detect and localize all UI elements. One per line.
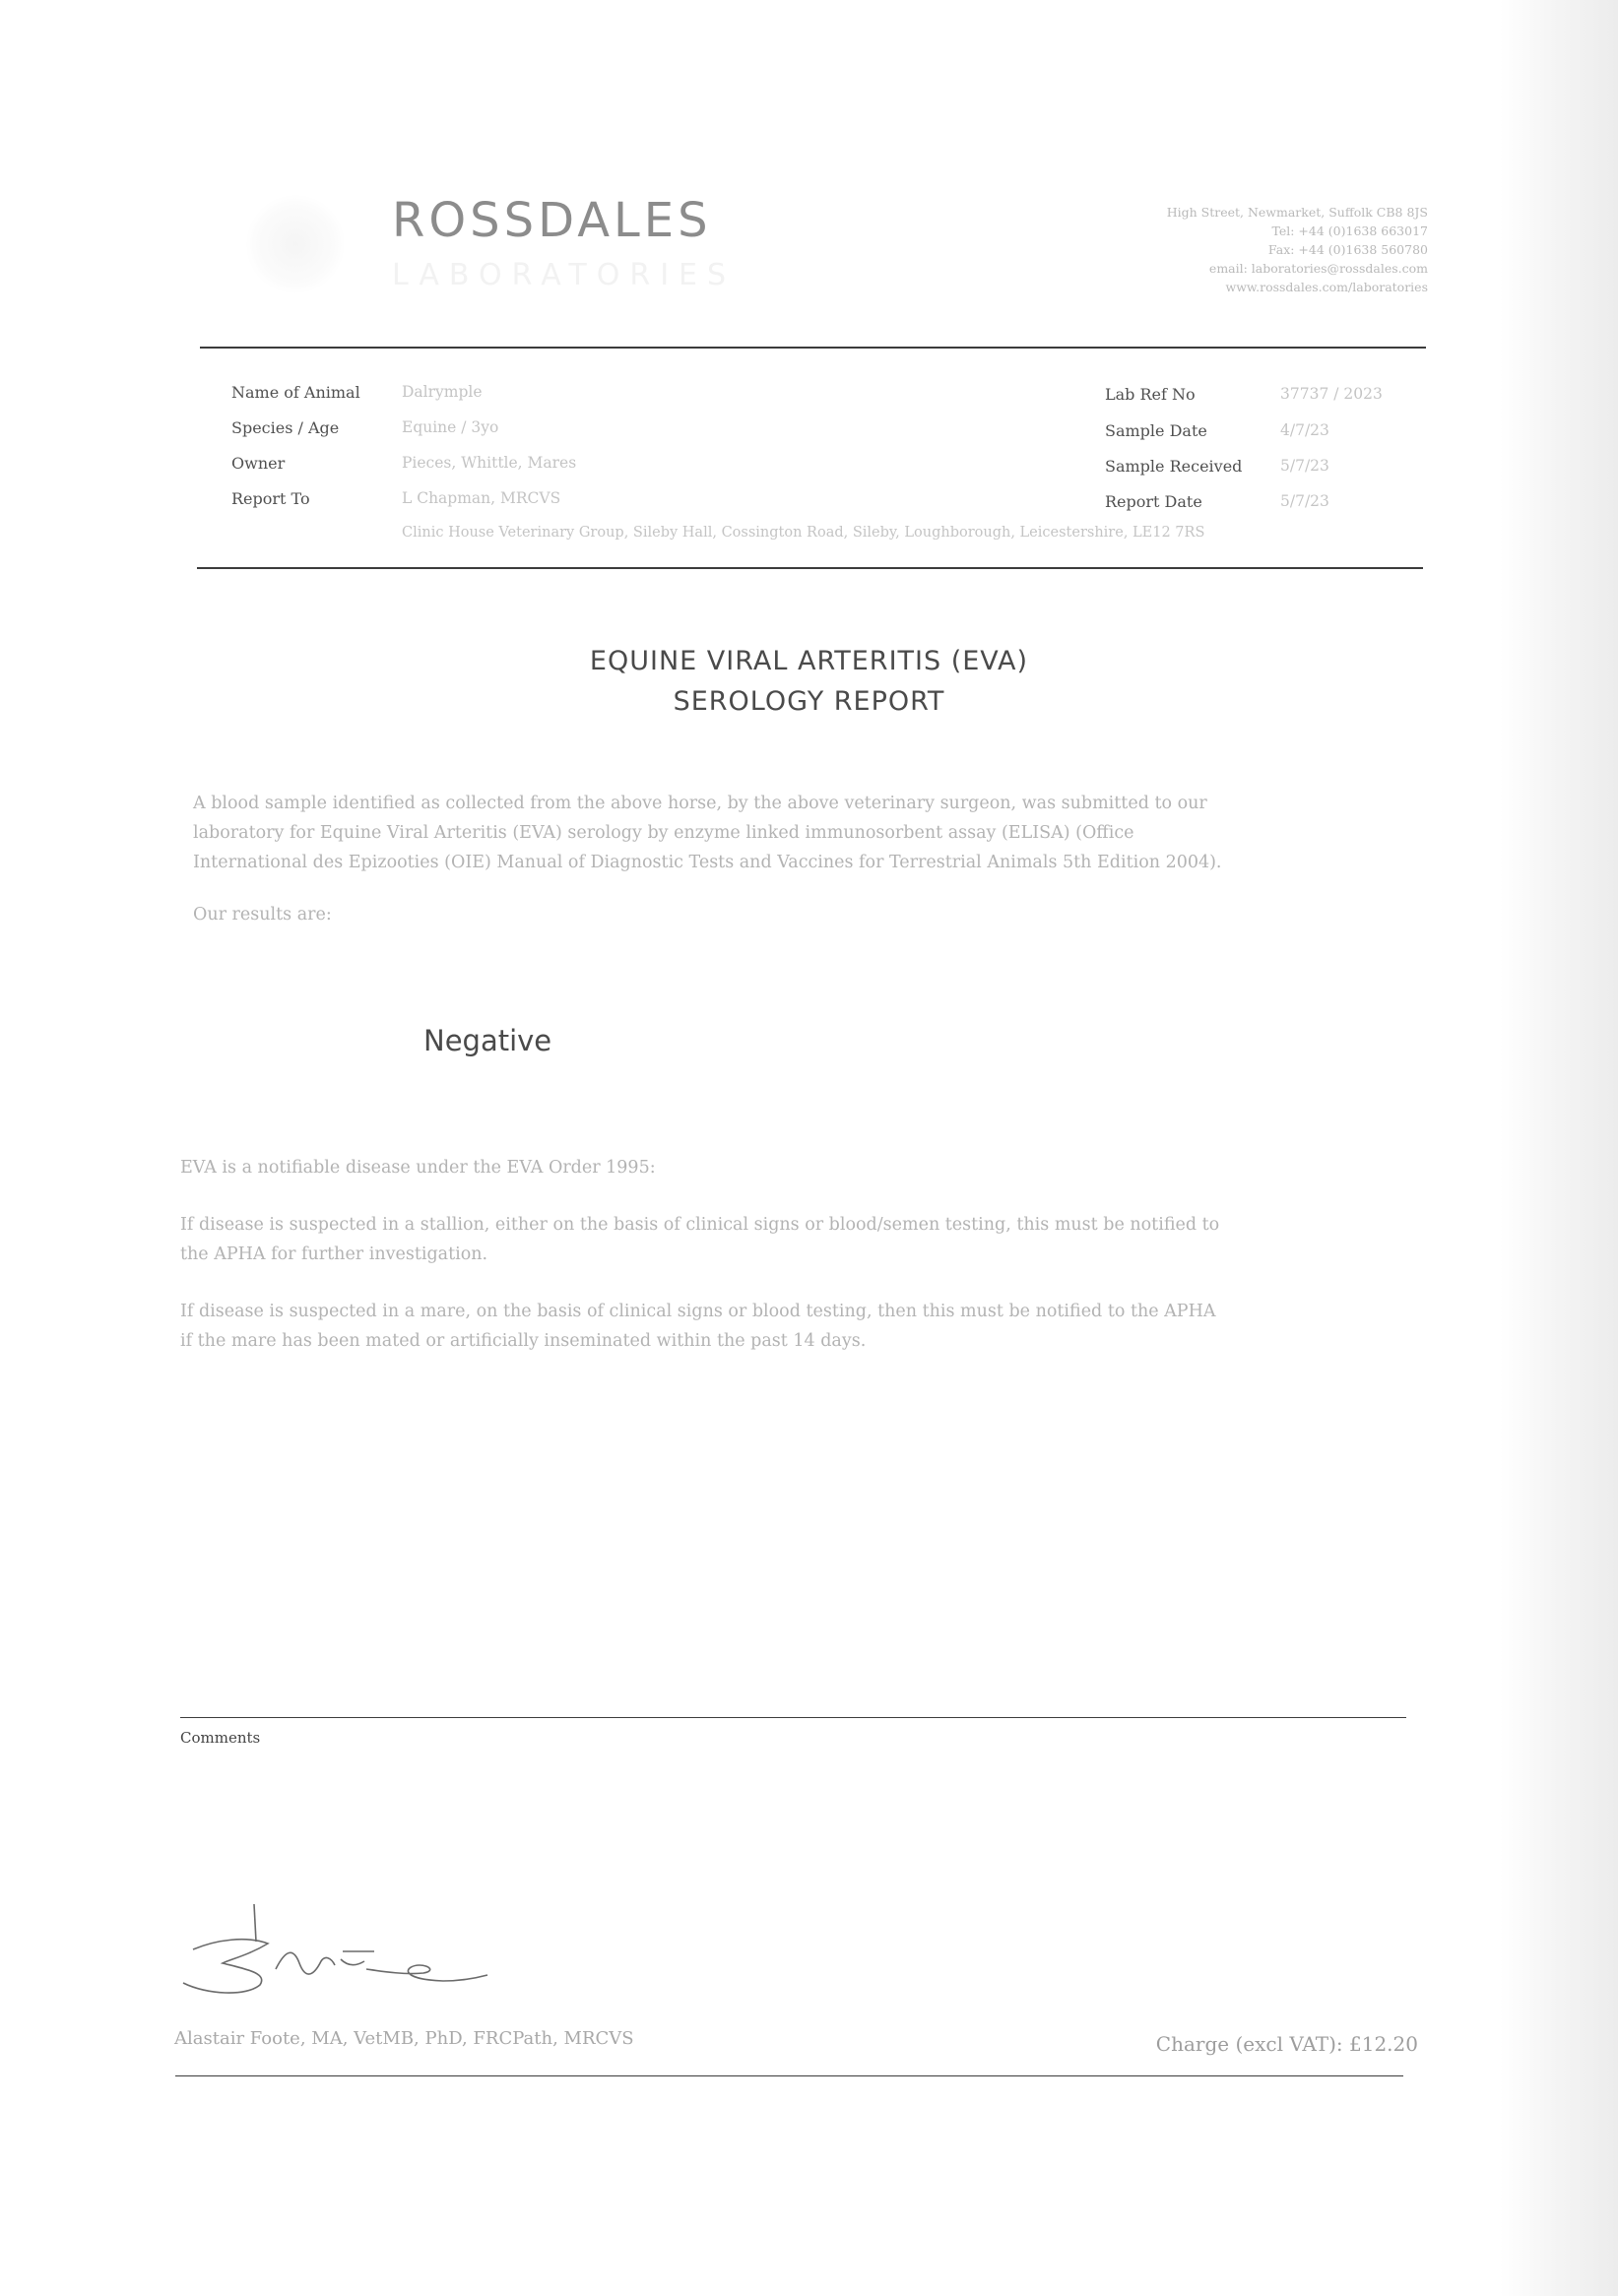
notifiable-statement: EVA is a notifiable disease under the EVA Order 1995: (180, 1158, 656, 1178)
species-age-label: Species / Age (231, 418, 340, 437)
sample-received-label: Sample Received (1105, 457, 1243, 476)
report-to-label: Report To (231, 489, 310, 508)
header-divider (200, 347, 1426, 349)
charge-amount: Charge (excl VAT): £12.20 (1155, 2032, 1418, 2056)
result-value: Negative (423, 1024, 552, 1057)
signatory-name: Alastair Foote, MA, VetMB, PhD, FRCPath, MRCVS (174, 2028, 634, 2049)
stallion-paragraph (180, 1210, 1421, 1269)
intro-paragraph (193, 789, 1434, 877)
intro-line: laboratory for Equine Viral Arteritis (EVA) serology by enzyme linked immunosorbent assay (ELISA) (Office (193, 823, 1134, 843)
lab-ref-label: Lab Ref No (1105, 385, 1196, 404)
comments-label: Comments (180, 1729, 261, 1747)
intro-line: A blood sample identified as collected from the above horse, by the above veterinary surgeon, was submitted to our (193, 794, 1207, 813)
mare-line: If disease is suspected in a mare, on the basis of clinical signs or blood testing, then this must be notified to the APHA (180, 1302, 1216, 1321)
scan-edge-shadow (1500, 0, 1618, 2296)
name-of-animal-value: Dalrymple (402, 383, 483, 401)
lab-address (1064, 203, 1428, 296)
report-to-value: L Chapman, MRCVS (402, 489, 561, 507)
address-line: www.rossdales.com/laboratories (1225, 280, 1428, 294)
intro-line: International des Epizooties (OIE) Manual of Diagnostic Tests and Vaccines for Terrestrial Animals 5th Edition 2004). (193, 853, 1222, 872)
address-line: Tel: +44 (0)1638 663017 (1271, 223, 1428, 238)
stallion-line: If disease is suspected in a stallion, either on the basis of clinical signs or blood/semen testing, this must be notified to (180, 1215, 1220, 1235)
report-subtitle: SEROLOGY REPORT (673, 686, 945, 717)
mare-paragraph (180, 1297, 1421, 1356)
signature-image (177, 1900, 502, 2009)
stallion-line: the APHA for further investigation. (180, 1244, 488, 1264)
mare-line: if the mare has been mated or artificially inseminated within the past 14 days. (180, 1331, 867, 1351)
brand-name: ROSSDALES (392, 193, 712, 248)
details-divider (197, 567, 1423, 569)
sample-received-value: 5/7/23 (1280, 457, 1329, 475)
owner-label: Owner (231, 454, 286, 473)
comments-divider (180, 1717, 1406, 1718)
report-date-label: Report Date (1105, 492, 1202, 511)
owner-value: Pieces, Whittle, Mares (402, 454, 577, 472)
address-line: High Street, Newmarket, Suffolk CB8 8JS (1166, 205, 1428, 220)
report-title: EQUINE VIRAL ARTERITIS (EVA) (589, 646, 1029, 676)
species-age-value: Equine / 3yo (402, 418, 499, 436)
report-to-address: Clinic House Veterinary Group, Sileby Hall, Cossington Road, Sileby, Loughborough, Leicestershire, LE12 7RS (402, 525, 1205, 541)
rossdales-logo-mark (246, 195, 345, 293)
brand-subtitle: LABORATORIES (392, 258, 737, 292)
report-date-value: 5/7/23 (1280, 492, 1329, 510)
results-intro: Our results are: (193, 905, 332, 925)
sample-date-value: 4/7/23 (1280, 421, 1329, 439)
sample-date-label: Sample Date (1105, 421, 1207, 440)
name-of-animal-label: Name of Animal (231, 383, 360, 402)
address-line: email: laboratories@rossdales.com (1208, 261, 1428, 276)
lab-ref-value: 37737 / 2023 (1280, 385, 1383, 403)
footer-divider (175, 2075, 1403, 2076)
address-line: Fax: +44 (0)1638 560780 (1267, 242, 1428, 257)
